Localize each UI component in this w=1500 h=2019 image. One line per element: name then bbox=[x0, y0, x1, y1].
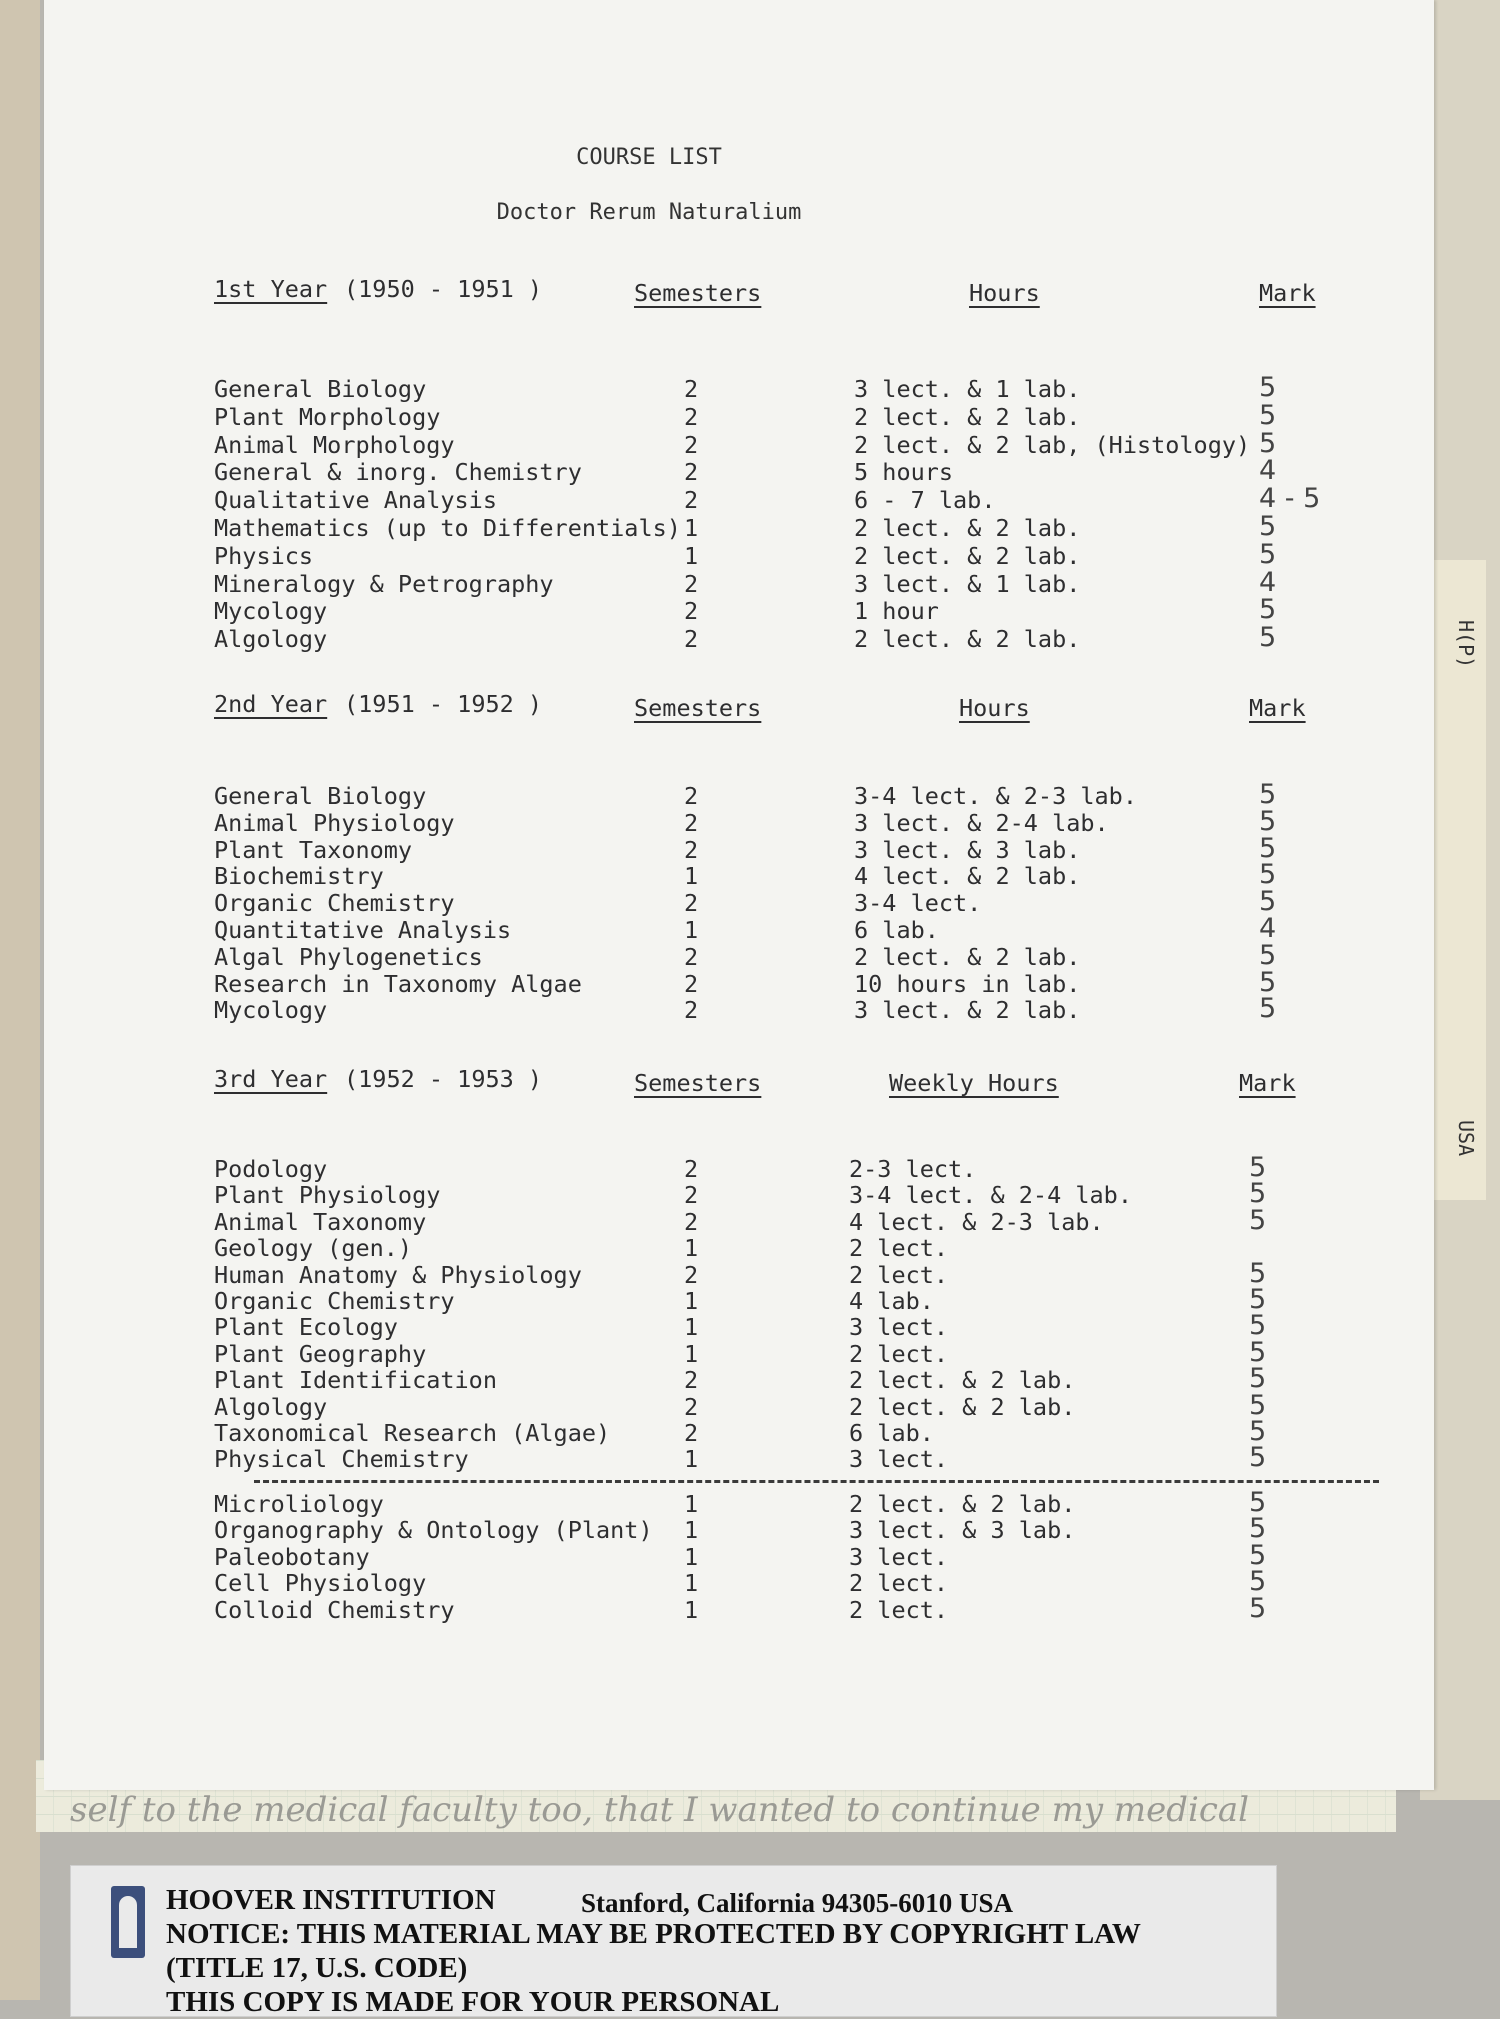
course-name: Taxonomical Research (Algae) bbox=[214, 1419, 611, 1447]
course-name: Research in Taxonomy Algae bbox=[214, 969, 582, 998]
course-semesters: 1 bbox=[684, 1339, 699, 1368]
course-mark: 5 bbox=[1259, 805, 1277, 837]
course-semesters: 1 bbox=[684, 514, 699, 542]
course-row bbox=[44, 399, 1434, 431]
course-hours: 5 hours bbox=[854, 458, 954, 487]
course-row bbox=[44, 1566, 1434, 1598]
course-semesters: 2 bbox=[684, 375, 699, 403]
course-mark: 5 bbox=[1249, 1284, 1267, 1315]
course-mark: 5 bbox=[1249, 1539, 1267, 1571]
course-row bbox=[44, 1257, 1434, 1289]
course-semesters: 2 bbox=[684, 1392, 699, 1421]
course-name: Organography & Ontology (Plant) bbox=[214, 1516, 653, 1545]
notice-title-code: (TITLE 17, U.S. CODE) bbox=[166, 1952, 468, 1984]
course-name: Cell Physiology bbox=[214, 1569, 427, 1598]
course-hours: 1 hour bbox=[854, 597, 939, 626]
course-row bbox=[44, 427, 1434, 459]
course-semesters: 1 bbox=[684, 916, 699, 944]
course-mark: 5 bbox=[1259, 372, 1277, 403]
course-name: Human Anatomy & Physiology bbox=[214, 1260, 582, 1289]
course-name: Colloid Chemistry bbox=[214, 1595, 455, 1624]
course-row bbox=[44, 538, 1434, 570]
course-hours: 3 lect. & 3 lab. bbox=[854, 835, 1081, 864]
course-name: Algal Phylogenetics bbox=[214, 942, 483, 971]
course-semesters: 2 bbox=[684, 569, 699, 598]
course-hours: 4 lab. bbox=[849, 1287, 934, 1315]
course-hours: 3 lect. & 1 lab. bbox=[854, 569, 1081, 598]
course-name: Mineralogy & Petrography bbox=[214, 569, 554, 598]
course-row bbox=[44, 1442, 1434, 1474]
course-row bbox=[44, 1310, 1434, 1342]
course-hours: 3 lect. & 2 lab. bbox=[854, 996, 1081, 1025]
course-mark: 4 bbox=[1259, 566, 1277, 598]
course-hours: 4 lect. & 2-3 lab. bbox=[849, 1207, 1104, 1236]
course-hours: 3 lect. & 3 lab. bbox=[849, 1516, 1076, 1545]
course-row bbox=[44, 594, 1434, 626]
hoover-tower-logo-icon bbox=[111, 1886, 145, 1958]
course-name: Organic Chemistry bbox=[214, 889, 455, 918]
course-list-page bbox=[44, 0, 1434, 1790]
course-mark: 5 bbox=[1249, 1592, 1267, 1624]
course-row bbox=[44, 1234, 1434, 1261]
course-row bbox=[44, 779, 1434, 810]
copyright-notice-label bbox=[70, 1865, 1277, 2017]
section-period: (1952 - 1953 ) bbox=[344, 1065, 543, 1093]
course-row bbox=[44, 1284, 1434, 1315]
course-row bbox=[44, 1204, 1434, 1236]
course-name: Algology bbox=[214, 1392, 328, 1421]
course-mark: 5 bbox=[1249, 1152, 1267, 1183]
column-header-hours: Hours bbox=[959, 694, 1030, 722]
course-mark: 5 bbox=[1259, 886, 1277, 918]
course-semesters: 2 bbox=[684, 1419, 699, 1447]
course-row bbox=[44, 939, 1434, 971]
course-hours: 3 lect. & 2-4 lab. bbox=[854, 808, 1109, 837]
course-row bbox=[44, 1487, 1434, 1518]
course-row bbox=[44, 372, 1434, 403]
course-name: Plant Identification bbox=[214, 1366, 497, 1395]
course-name: Animal Physiology bbox=[214, 808, 455, 837]
course-mark: 5 bbox=[1259, 966, 1277, 998]
course-hours: 4 lect. & 2 lab. bbox=[854, 862, 1081, 891]
course-name: Animal Taxonomy bbox=[214, 1207, 427, 1236]
course-semesters: 1 bbox=[684, 1445, 699, 1474]
course-semesters: 1 bbox=[684, 1313, 699, 1342]
course-row bbox=[44, 1592, 1434, 1624]
course-name: Qualitative Analysis bbox=[214, 486, 497, 515]
course-hours: 2 lect. & 2 lab. bbox=[854, 514, 1081, 542]
column-header-mark: Mark bbox=[1249, 694, 1306, 722]
course-row bbox=[44, 1363, 1434, 1395]
course-name: Geology (gen.) bbox=[214, 1234, 413, 1263]
course-name: Biochemistry bbox=[214, 862, 384, 891]
course-semesters: 2 bbox=[684, 782, 699, 810]
course-row bbox=[44, 455, 1434, 487]
course-mark: 5 bbox=[1249, 1204, 1267, 1236]
folder-tab-label-bottom: USA bbox=[1454, 1120, 1478, 1157]
course-mark: 5 bbox=[1259, 859, 1277, 891]
course-semesters: 2 bbox=[684, 996, 699, 1025]
document-title: COURSE LIST bbox=[576, 145, 722, 170]
course-semesters: 2 bbox=[684, 1181, 699, 1210]
course-row bbox=[44, 805, 1434, 837]
underlying-handwritten-text: self to the medical faculty too, that I wanted to continue my medical bbox=[70, 1790, 1250, 1830]
course-mark: 5 bbox=[1249, 1178, 1267, 1210]
course-semesters: 2 bbox=[684, 835, 699, 864]
course-hours: 2 lect. bbox=[849, 1234, 949, 1263]
course-name: Plant Physiology bbox=[214, 1181, 441, 1210]
course-semesters: 1 bbox=[684, 1287, 699, 1315]
course-row bbox=[44, 993, 1434, 1025]
course-semesters: 1 bbox=[684, 1234, 699, 1263]
course-row bbox=[44, 566, 1434, 598]
course-name: Physical Chemistry bbox=[214, 1445, 469, 1474]
course-mark: 5 bbox=[1249, 1416, 1267, 1447]
course-name: Podology bbox=[214, 1155, 328, 1183]
dashed-divider bbox=[254, 1480, 1379, 1483]
column-header-semesters: Semesters bbox=[634, 694, 762, 722]
course-mark: 4 bbox=[1259, 455, 1277, 487]
course-hours: 3 lect. & 1 lab. bbox=[854, 375, 1081, 403]
course-name: Physics bbox=[214, 541, 314, 570]
course-semesters: 1 bbox=[684, 541, 699, 570]
section-label: 1st Year bbox=[214, 275, 328, 303]
course-hours: 2 lect. & 2 lab. bbox=[854, 541, 1081, 570]
course-mark: 5 bbox=[1249, 1487, 1267, 1518]
course-mark: 4 bbox=[1259, 913, 1277, 944]
course-name: Mathematics (up to Differentials) bbox=[214, 514, 681, 542]
course-semesters: 2 bbox=[684, 1207, 699, 1236]
course-row bbox=[44, 966, 1434, 998]
course-mark: 5 bbox=[1249, 1513, 1267, 1545]
course-row bbox=[44, 1178, 1434, 1210]
course-mark: 5 bbox=[1259, 427, 1277, 459]
course-row bbox=[44, 1389, 1434, 1421]
course-semesters: 2 bbox=[684, 942, 699, 971]
course-name: Plant Taxonomy bbox=[214, 835, 413, 864]
course-row bbox=[44, 1152, 1434, 1183]
notice-copyright-line: NOTICE: THIS MATERIAL MAY BE PROTECTED BY COPYRIGHT LAW bbox=[166, 1918, 1141, 1950]
section-label: 2nd Year bbox=[214, 690, 328, 718]
notice-personal-copy: THIS COPY IS MADE FOR YOUR PERSONAL bbox=[166, 1986, 780, 2018]
course-hours: 2 lect. & 2 lab. bbox=[854, 402, 1081, 431]
course-semesters: 1 bbox=[684, 1595, 699, 1624]
course-hours: 2 lect. & 2 lab. bbox=[849, 1366, 1076, 1395]
course-hours: 3 lect. bbox=[849, 1542, 949, 1571]
column-header-hours: Weekly Hours bbox=[889, 1069, 1059, 1097]
course-name: Microliology bbox=[214, 1490, 384, 1518]
course-row bbox=[44, 859, 1434, 891]
course-semesters: 2 bbox=[684, 889, 699, 918]
course-mark: 5 bbox=[1249, 1566, 1267, 1598]
folder-tab-label-top: H(P) bbox=[1454, 620, 1478, 669]
course-name: Paleobotany bbox=[214, 1542, 370, 1571]
document-subtitle: Doctor Rerum Naturalium bbox=[496, 200, 802, 225]
course-hours: 10 hours in lab. bbox=[854, 969, 1081, 998]
course-semesters: 1 bbox=[684, 1569, 699, 1598]
course-hours: 2 lect. & 2 lab. bbox=[849, 1490, 1076, 1518]
course-hours: 3-4 lect. bbox=[854, 889, 982, 918]
course-row bbox=[44, 1416, 1434, 1447]
course-mark: 5 bbox=[1259, 939, 1277, 971]
notice-institution: HOOVER INSTITUTION bbox=[166, 1884, 496, 1916]
course-hours: 6 lab. bbox=[854, 916, 939, 944]
section-period: (1950 - 1951 ) bbox=[344, 275, 543, 303]
course-row bbox=[44, 1513, 1434, 1545]
course-hours: 6 - 7 lab. bbox=[854, 486, 996, 515]
course-mark: 5 bbox=[1249, 1257, 1267, 1289]
course-row bbox=[44, 1336, 1434, 1368]
course-semesters: 1 bbox=[684, 1490, 699, 1518]
course-name: Mycology bbox=[214, 597, 328, 626]
course-semesters: 2 bbox=[684, 1366, 699, 1395]
course-hours: 3-4 lect. & 2-4 lab. bbox=[849, 1181, 1132, 1210]
course-mark: 5 bbox=[1259, 511, 1277, 542]
course-row bbox=[44, 1539, 1434, 1571]
course-name: General Biology bbox=[214, 782, 427, 810]
course-hours: 3 lect. bbox=[849, 1313, 949, 1342]
section-label: 3rd Year bbox=[214, 1065, 328, 1093]
course-hours: 2 lect. & 2 lab. bbox=[849, 1392, 1076, 1421]
course-mark: 4 - 5 bbox=[1259, 483, 1321, 515]
course-row bbox=[44, 511, 1434, 542]
course-mark: 5 bbox=[1249, 1310, 1267, 1342]
course-row bbox=[44, 832, 1434, 864]
course-name: Mycology bbox=[214, 996, 328, 1025]
column-header-semesters: Semesters bbox=[634, 279, 762, 307]
course-mark: 5 bbox=[1259, 832, 1277, 864]
course-semesters: 1 bbox=[684, 1516, 699, 1545]
course-semesters: 2 bbox=[684, 597, 699, 626]
course-row bbox=[44, 886, 1434, 918]
course-name: Quantitative Analysis bbox=[214, 916, 512, 944]
course-semesters: 1 bbox=[684, 862, 699, 891]
course-mark: 5 bbox=[1259, 538, 1277, 570]
course-semesters: 2 bbox=[684, 625, 699, 654]
course-hours: 2 lect. & 2 lab. bbox=[854, 625, 1081, 654]
course-hours: 2 lect. bbox=[849, 1569, 949, 1598]
course-hours: 3-4 lect. & 2-3 lab. bbox=[854, 782, 1137, 810]
course-semesters: 2 bbox=[684, 1260, 699, 1289]
course-name: Plant Geography bbox=[214, 1339, 427, 1368]
course-name: General & inorg. Chemistry bbox=[214, 458, 582, 487]
course-row bbox=[44, 913, 1434, 944]
section-period: (1951 - 1952 ) bbox=[344, 690, 543, 718]
course-semesters: 2 bbox=[684, 486, 699, 515]
course-name: Plant Ecology bbox=[214, 1313, 398, 1342]
course-semesters: 2 bbox=[684, 1155, 699, 1183]
course-semesters: 1 bbox=[684, 1542, 699, 1571]
column-header-mark: Mark bbox=[1239, 1069, 1296, 1097]
course-hours: 2 lect. & 2 lab, (Histology) bbox=[854, 430, 1251, 459]
course-hours: 3 lect. bbox=[849, 1445, 949, 1474]
course-name: Algology bbox=[214, 625, 328, 654]
course-mark: 5 bbox=[1259, 622, 1277, 654]
course-mark: 5 bbox=[1259, 779, 1277, 810]
course-hours: 2 lect. bbox=[849, 1339, 949, 1368]
course-mark: 5 bbox=[1259, 993, 1277, 1025]
course-mark: 5 bbox=[1259, 594, 1277, 626]
course-mark: 5 bbox=[1259, 399, 1277, 431]
course-name: Plant Morphology bbox=[214, 402, 441, 431]
course-hours: 2 lect. bbox=[849, 1260, 949, 1289]
course-semesters: 2 bbox=[684, 430, 699, 459]
course-name: Organic Chemistry bbox=[214, 1287, 455, 1315]
course-mark: 5 bbox=[1249, 1442, 1267, 1474]
course-name: General Biology bbox=[214, 375, 427, 403]
column-header-mark: Mark bbox=[1259, 279, 1316, 307]
course-mark: 5 bbox=[1249, 1336, 1267, 1368]
column-header-semesters: Semesters bbox=[634, 1069, 762, 1097]
course-hours: 6 lab. bbox=[849, 1419, 934, 1447]
course-hours: 2 lect. & 2 lab. bbox=[854, 942, 1081, 971]
course-semesters: 2 bbox=[684, 969, 699, 998]
course-mark: 5 bbox=[1249, 1389, 1267, 1421]
course-semesters: 2 bbox=[684, 458, 699, 487]
course-semesters: 2 bbox=[684, 402, 699, 431]
course-hours: 2 lect. bbox=[849, 1595, 949, 1624]
course-hours: 2-3 lect. bbox=[849, 1155, 977, 1183]
course-name: Animal Morphology bbox=[214, 430, 455, 459]
course-semesters: 2 bbox=[684, 808, 699, 837]
folder-edge-left bbox=[0, 0, 40, 2000]
column-header-hours: Hours bbox=[969, 279, 1040, 307]
course-row bbox=[44, 622, 1434, 654]
course-row bbox=[44, 483, 1434, 515]
course-mark: 5 bbox=[1249, 1363, 1267, 1395]
notice-location: Stanford, California 94305-6010 USA bbox=[581, 1888, 1014, 1918]
